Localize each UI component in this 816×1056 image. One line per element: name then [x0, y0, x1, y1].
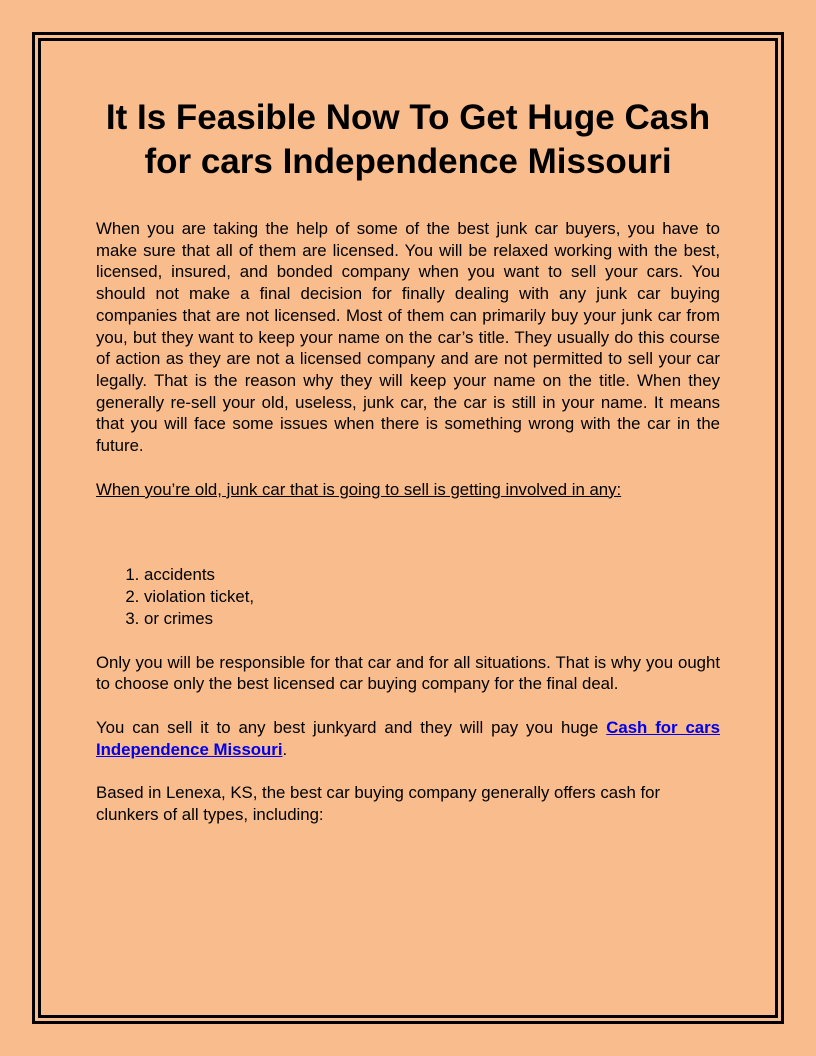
paragraph-junkyard-period: .: [282, 739, 288, 759]
paragraph-junkyard-text: You can sell it to any best junkyard and they will pay you huge: [96, 717, 607, 737]
underlined-intro-line: When you’re old, junk car that is going to sell is getting involved in any:: [96, 479, 622, 499]
paragraph-responsibility: Only you will be responsible for that car and for all situations. That is why you ought to choose only the best licensed car buying company for the final deal.: [96, 652, 720, 694]
paragraph-junkyard: [96, 717, 720, 760]
paragraph-licensed-buyers: When you are taking the help of some of the best junk car buyers, you have to make sure that all of them are licensed. You will be relaxed working with the best, licensed, insured, and bonded company when you want to sell your cars. You should not make a final decision for finally dealing with any junk car buying companies that are not licensed. Most of them can primarily buy your junk car from you, but they want to keep your name on the car’s title. They usually do this course of action as they are not a licensed company and are not permitted to sell your car legally. That is the reason why they will keep your name on the title. When they generally re-sell your old, useless, junk car, the car is still in your name. It means that you will face some issues when there is something wrong with the car in the future.: [96, 219, 720, 456]
involvement-list: [96, 564, 720, 629]
document-body: [96, 96, 720, 826]
cash-for-cars-link[interactable]: Cash for cars Independence Missouri: [96, 717, 720, 759]
document-title: It Is Feasible Now To Get Huge Cash for cars Independence Missouri: [105, 98, 711, 181]
paragraph-lenexa: Based in Lenexa, KS, the best car buying company generally offers cash for clunkers of all types, including:: [96, 783, 661, 825]
list-item: 3. or crimes: [144, 608, 720, 630]
list-item: 1. accidents: [144, 564, 720, 586]
list-item: 2. violation ticket,: [144, 586, 720, 608]
